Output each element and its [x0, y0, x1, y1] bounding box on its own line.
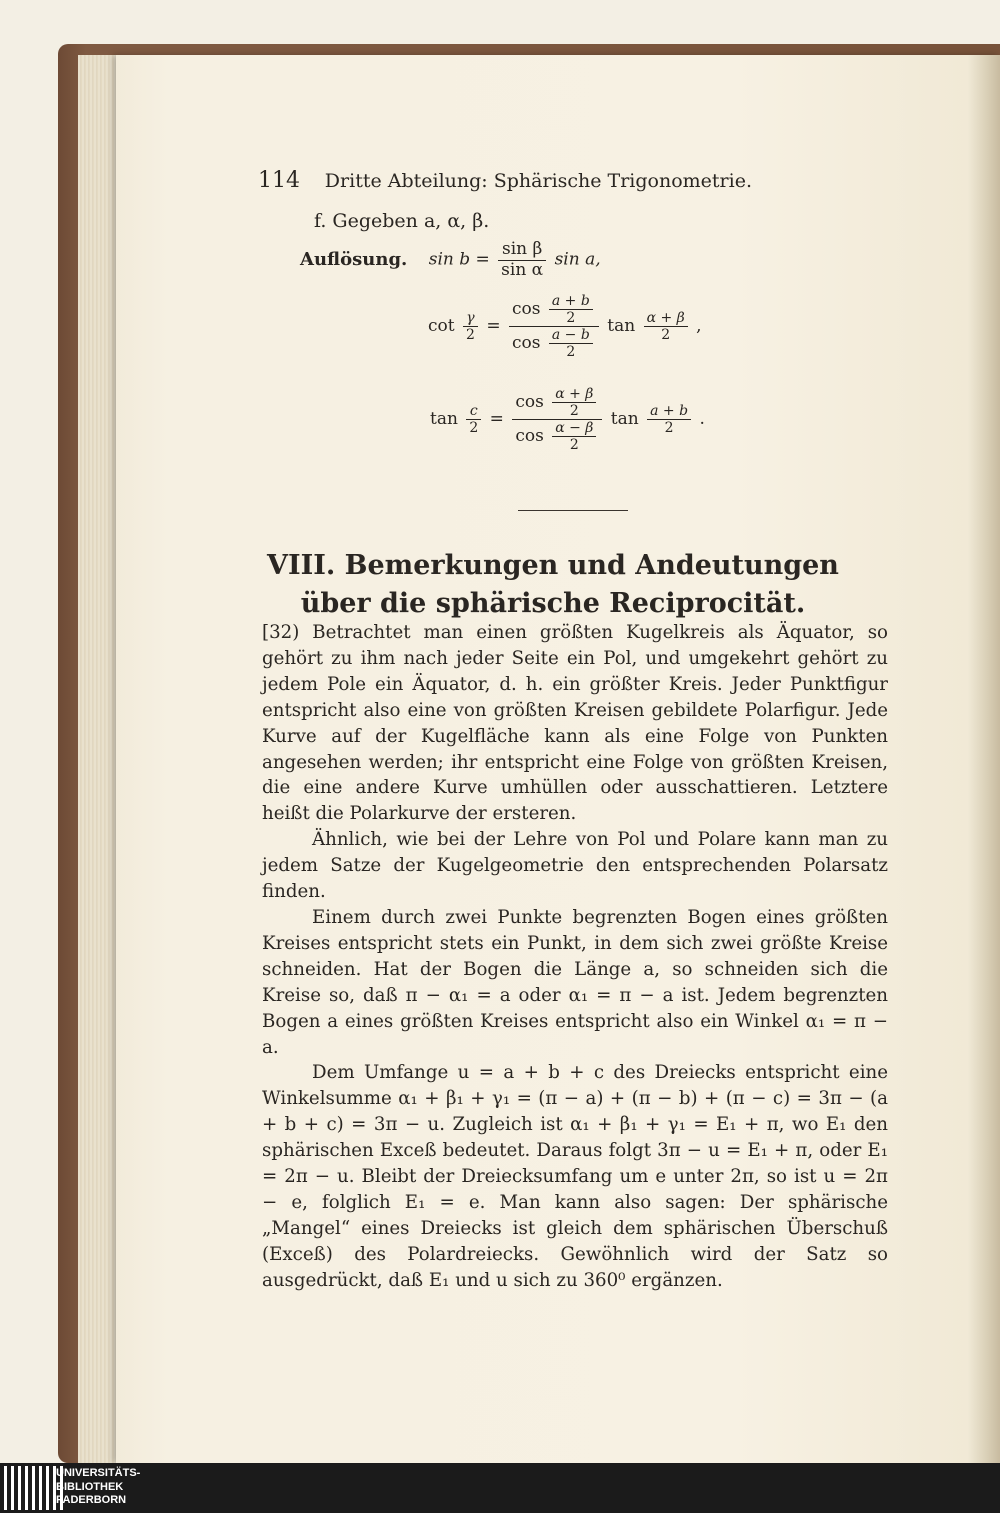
- inner-fraction: [549, 293, 593, 326]
- fraction-numerator: α − β: [552, 420, 596, 437]
- section-divider: [518, 510, 628, 511]
- logo-line: UNIVERSITÄTS-: [56, 1467, 141, 1479]
- paragraph: [32) Betrachtet man einen größten Kugelkreis als Äquator, so gehört zu ihm nach jeder Seite ein Pol, und umgekehrt gehört zu jedem Pole ein Äquator, d. h. ein größter Kreis. Jeder Punktfigur entspricht also eine von größten Kreisen gebildete Polarfigur. Jede Kurve auf der Kugelfläche kann als eine Folge von Punkten angesehen werden; ihr entspricht eine Folge von größten Kreisen, die eine andere Kurve umhüllen oder ausschattieren. Letztere heißt die Polarkurve der ersteren.: [262, 622, 888, 825]
- fraction-numerator: c: [466, 403, 481, 420]
- fraction-numerator: a − b: [549, 327, 593, 344]
- equals-sign: =: [486, 316, 501, 337]
- page-number: 114: [258, 168, 300, 193]
- tail-fraction: [647, 403, 691, 436]
- cot-main-fraction: [509, 293, 599, 360]
- cos-fn: cos: [515, 392, 544, 413]
- fraction-denominator: sin α: [501, 259, 544, 280]
- cot-lhs-fn: cot: [428, 316, 455, 337]
- tan-main-fraction: [512, 386, 602, 453]
- sin-b-tail: sin a,: [554, 249, 601, 270]
- tan-lhs-fn: tan: [430, 409, 458, 430]
- cos-fn: cos: [511, 333, 541, 354]
- fraction-denominator: 2: [469, 420, 479, 437]
- tail-fraction: [644, 310, 688, 343]
- fraction-numerator: α + β: [644, 310, 688, 327]
- library-logo-text: [56, 1467, 140, 1508]
- cos-fn: cos: [511, 299, 541, 320]
- tan-fn: tan: [610, 409, 639, 430]
- fraction-numerator: a + b: [647, 403, 691, 420]
- fraction-numerator: a + b: [549, 293, 593, 310]
- fraction-denominator: 2: [569, 437, 579, 454]
- fraction-denominator: 2: [566, 344, 576, 361]
- fraction-denominator: 2: [569, 403, 579, 420]
- logo-line: BIBLIOTHEK: [56, 1480, 124, 1493]
- punctuation: ,: [696, 316, 702, 337]
- equals-sign: =: [489, 409, 504, 430]
- paragraph: Dem Umfange u = a + b + c des Dreiecks entspricht eine Winkelsumme α₁ + β₁ + γ₁ = (π − a) + (π − b) + (π − c) = 3π − (a + b + c) = 3π − u. Zugleich ist α₁ + β₁ + γ₁ = E₁ + π, wo E₁ den sphärischen Exceß bedeutet. Daraus folgt 3π − u = E₁ + π, oder E₁ = 2π − u. Bleibt der Dreiecksumfang um e unter 2π, so ist u = 2π − e, folglich E₁ = e. Man kann also sagen: Der sphärische „Mangel“ eines Dreiecks ist gleich dem sphärischen Überschuß (Exceß) des Polardreiecks. Gewöhnlich wird der Satz so ausgedrückt, daß E₁ und u sich zu 360⁰ ergänzen.: [262, 1062, 888, 1291]
- fraction-denominator: 2: [664, 420, 674, 437]
- sin-b-lhs: sin b =: [428, 249, 490, 270]
- cos-fn: cos: [515, 426, 544, 447]
- tan-fn: tan: [607, 316, 636, 337]
- sin-ratio-fraction: [498, 240, 546, 280]
- fraction-denominator: [512, 420, 602, 453]
- fraction-denominator: 2: [661, 327, 671, 344]
- running-title: Dritte Abteilung: Sphärische Trigonometrie.: [324, 170, 752, 192]
- fraction-denominator: 2: [466, 327, 475, 344]
- formula-cot-gamma: [428, 293, 702, 360]
- paragraph: Einem durch zwei Punkte begrenzten Bogen eines größten Kreises entspricht stets ein Punkt, in dem sich zwei größte Kreise schneiden. Hat der Bogen die Länge a, so schneiden sich die Kreise so, daß π − α₁ = a oder α₁ = π − a ist. Jedem begrenzten Bogen a eines größten Kreises entspricht also ein Winkel α₁ = π − a.: [262, 906, 888, 1058]
- facing-page-edge: [968, 55, 1000, 1463]
- inner-fraction: [552, 386, 596, 419]
- fraction-numerator: [509, 293, 599, 327]
- formula-tan-c: [430, 386, 705, 453]
- fraction-numerator: [512, 386, 602, 420]
- body-text: [262, 620, 888, 1294]
- fraction-denominator: [509, 327, 599, 360]
- paragraph: Ähnlich, wie bei der Lehre von Pol und Polare kann man zu jedem Satze der Kugelgeometrie den entsprechenden Polarsatz finden.: [262, 829, 888, 903]
- punctuation: .: [699, 409, 705, 430]
- case-label: f. Gegeben a, α, β.: [314, 210, 490, 232]
- tan-lhs-fraction: [466, 403, 481, 436]
- page-header: [258, 168, 752, 193]
- logo-line: PADERBORN: [56, 1494, 127, 1506]
- inner-fraction: [552, 420, 596, 453]
- library-logo-icon: [4, 1466, 63, 1510]
- fraction-numerator: γ: [463, 310, 478, 327]
- formula-sin-b: [300, 240, 601, 280]
- fraction-numerator: sin β: [498, 240, 546, 261]
- library-footer: [0, 1463, 1000, 1513]
- inner-fraction: [549, 327, 593, 360]
- fraction-numerator: α + β: [552, 386, 596, 403]
- section-title: VIII. Bemerkungen und Andeutungen über die sphärische Reciprocität.: [267, 550, 839, 619]
- cot-lhs-fraction: [463, 310, 478, 343]
- solution-label: Auflösung.: [300, 248, 408, 270]
- fraction-denominator: 2: [566, 310, 576, 327]
